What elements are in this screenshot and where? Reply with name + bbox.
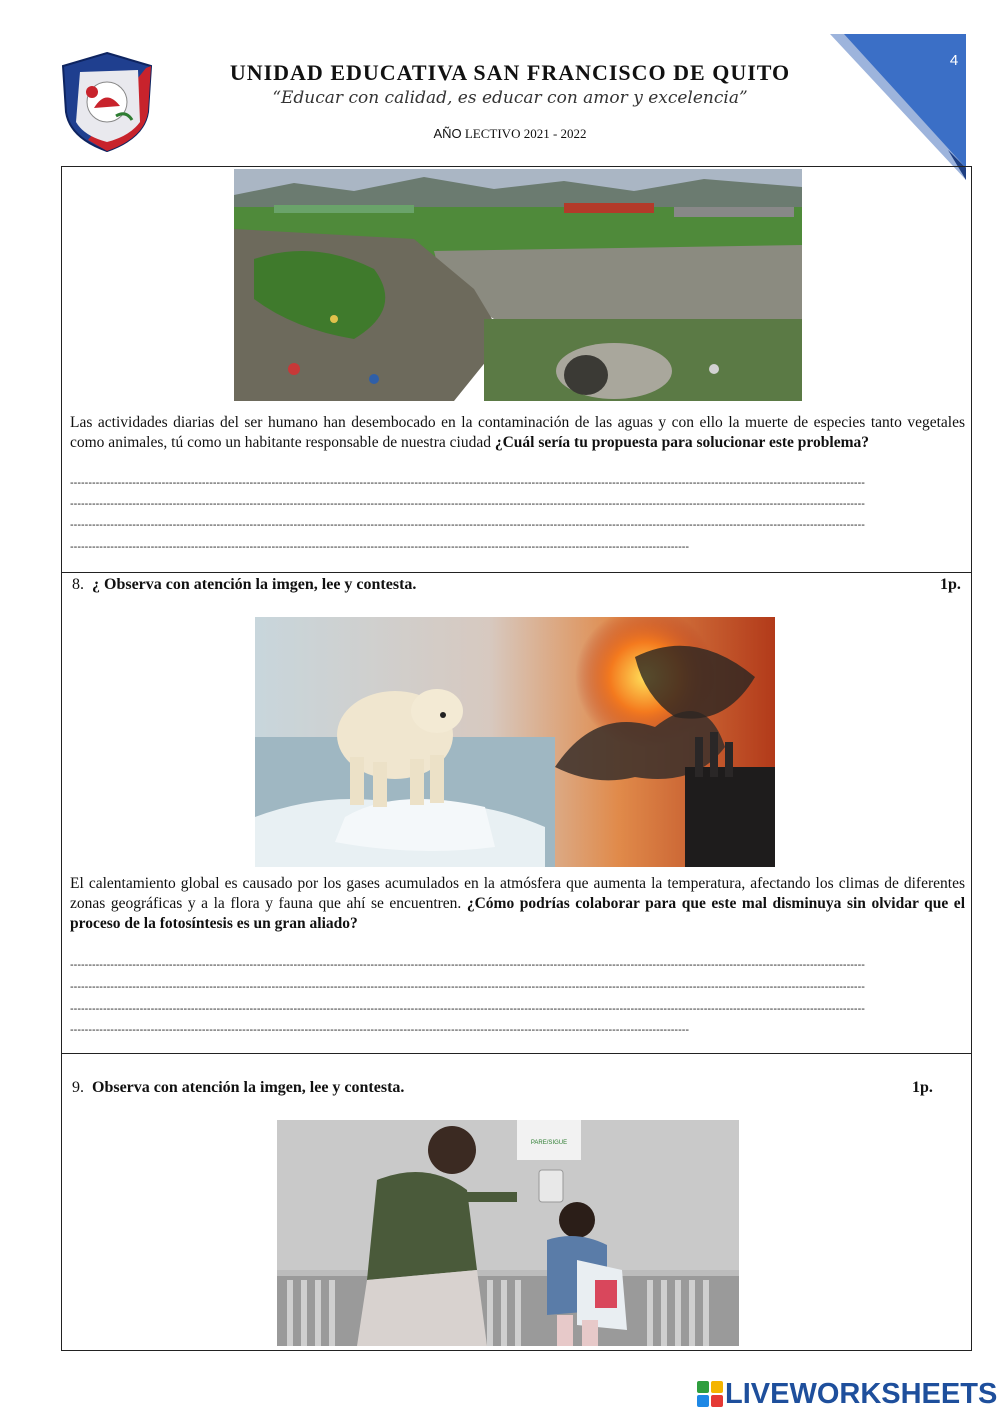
question-8-title: ¿ Observa con atención la imgen, lee y contesta. [92,576,417,593]
question-8-prompt [70,874,965,934]
liveworksheets-logo [697,1378,997,1410]
polar-bear-pollution-photo [255,617,775,867]
question-8-question: ¿Cómo podrías colaborar para que este mal disminuya sin olvidar que el proceso de la fotosíntesis es un gran aliado? [70,895,965,932]
school-year [180,126,840,142]
question-8-box [61,572,972,1054]
polluted-river-photo [234,169,802,401]
answer-line[interactable]: ------------------------------------------------------------------------------------------------------------------------------------------------------------------------------------------------------------------------- [70,981,865,993]
sign-text: PARE/SIGUE [530,1140,568,1146]
liveworksheets-icon [697,1381,723,1407]
answer-line[interactable]: ------------------------------------------------------------------------------------------------------------------------------------------------------------------------------------------------------------------------- [70,959,865,971]
question-8-prompt-text: El calentamiento global es causado por los gases acumulados en la atmósfera que aumenta la temperatura, afectando los climas de diferentes zonas geográficas y a la flora y fauna que ahí se encuentren. [70,875,965,912]
answer-line[interactable]: ------------------------------------------------------------------------------------------------------------------------------------------------------------------------------------------------------------------------- [70,519,865,531]
question-8-heading [72,576,416,594]
question-9-title: Observa con atención la imgen, lee y contesta. [92,1079,405,1096]
question-7-prompt-text: Las actividades diarias del ser humano han desembocado en la contaminación de las aguas y con ello la muerte de especies tanto vegetales como animales, tú como un habitante responsable de nuestra ciudad [70,414,965,451]
handwashing-photo [277,1120,739,1346]
school-year-range: LECTIVO 2021 - 2022 [461,126,587,141]
answer-line[interactable]: ------------------------------------------------------------------------------------------------------------------------------------------------------------------------- [70,1024,690,1036]
answer-line[interactable]: ------------------------------------------------------------------------------------------------------------------------------------------------------------------------------------------------------------------------- [70,498,865,510]
school-name-heading: UNIDAD EDUCATIVA SAN FRANCISCO DE QUITO [229,60,791,85]
question-9-number: 9. [72,1079,84,1096]
question-9-points: 1p. [912,1079,933,1096]
school-year-prefix: AÑO [433,126,462,141]
school-motto: “Educar con calidad, es educar con amor y excelencia” [272,88,748,108]
question-9-box [61,1053,972,1351]
question-7-box [61,166,972,573]
answer-line[interactable]: ------------------------------------------------------------------------------------------------------------------------------------------------------------------------- [70,541,690,553]
question-7-prompt [70,413,965,453]
page-corner-decoration [830,0,1000,180]
question-8-points: 1p. [940,576,961,593]
page-number: 4 [949,52,959,69]
question-9-heading [72,1079,404,1097]
answer-line[interactable]: ------------------------------------------------------------------------------------------------------------------------------------------------------------------------------------------------------------------------- [70,1003,865,1015]
question-8-number: 8. [72,576,84,593]
answer-line[interactable]: ------------------------------------------------------------------------------------------------------------------------------------------------------------------------------------------------------------------------- [70,477,865,489]
question-7-question: ¿Cuál sería tu propuesta para solucionar este problema? [494,434,869,451]
liveworksheets-wordmark: LIVEWORKSHEETS [725,1378,998,1410]
school-crest-logo [58,50,156,154]
